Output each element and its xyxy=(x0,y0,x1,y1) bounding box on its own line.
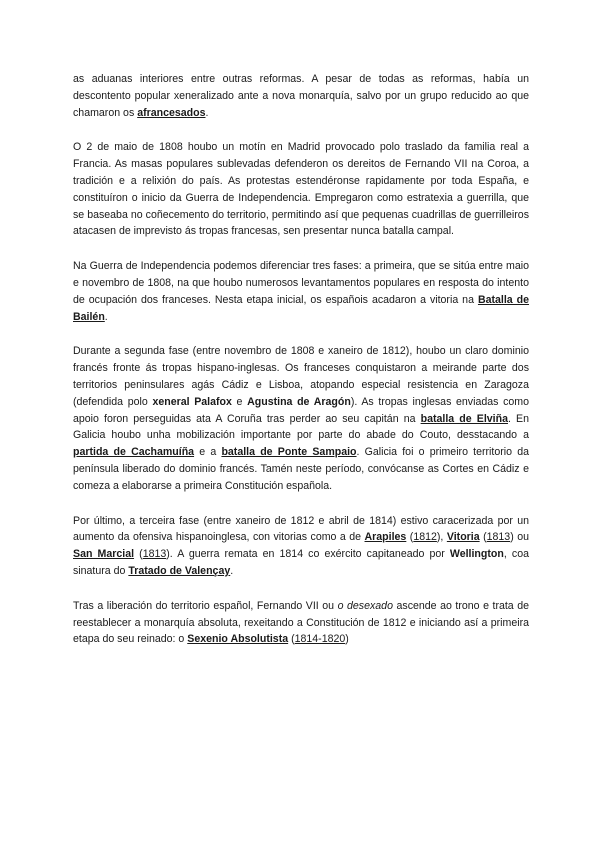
text-run: . En Galicia houbo unha mobilización importante por parte do abade do Couto, desstacando a xyxy=(73,412,529,442)
text-run: . xyxy=(230,564,234,577)
link-term[interactable]: partida de Cachamuíña xyxy=(73,446,195,459)
document-body xyxy=(73,71,529,666)
link-term[interactable]: Tratado de Valençay xyxy=(128,564,231,577)
text-run: Tras a liberación do territorio español, Fernando VII ou xyxy=(73,599,338,612)
text-run: ( xyxy=(134,548,143,561)
text-run: e a xyxy=(194,446,222,459)
paragraph-p3 xyxy=(73,258,529,325)
text-run: ( xyxy=(479,531,487,544)
link-term[interactable]: San Marcial xyxy=(73,548,135,561)
paragraph-p5 xyxy=(73,513,529,580)
text-run: Durante a segunda fase (entre novembro de 1808 e xaneiro de 1812), houbo un claro dominio francés fronte ás tropas hispano-inglesas. Os franceses conquistaron a meirande parte dos territorios peninsulares agás Cádiz e Lisboa, atopando especial resistencia en Zaragoza (defendida polo xyxy=(73,345,529,408)
paragraph-p1 xyxy=(73,71,529,121)
link-term[interactable]: batalla de Ponte Sampaio xyxy=(221,446,357,459)
text-run: ). As tropas inglesas enviadas como apoio foron perseguidas ata A Coruña tras perder ao seu capitán na xyxy=(73,395,530,425)
text-run: ) ou xyxy=(510,531,529,544)
link-term[interactable]: Batalla de Bailén xyxy=(73,293,530,323)
italic-term: o desexado xyxy=(337,599,393,612)
text-run: ) xyxy=(345,633,349,646)
text-run: . xyxy=(205,106,209,119)
text-run: . xyxy=(104,310,108,323)
text-run: as aduanas interiores entre outras reformas. A pesar de todas as reformas, había un descontento popular xeneralizado ante a nova monarquía, salvo por un grupo reducido ao que chamaron os xyxy=(73,73,529,119)
text-run: ), xyxy=(436,531,447,544)
link-term[interactable]: batalla de Elviña xyxy=(420,412,508,425)
text-run: Por último, a terceira fase (entre xaneiro de 1812 e abril de 1814) estivo caracerizada por un aumento da ofensiva hispanoinglesa, con vitorias como a de xyxy=(73,514,529,544)
link-date[interactable]: 1812 xyxy=(413,531,437,544)
text-run: ascende ao trono e trata de reestablecer a monarquía absoluta, rexeitando a Constitución de 1812 e iniciando así a primeira etapa do seu reinado: o xyxy=(73,599,530,646)
link-term[interactable]: Vitoria xyxy=(446,531,480,544)
link-date[interactable]: 1813 xyxy=(486,531,511,544)
text-run: e xyxy=(231,395,248,408)
bold-term: xeneral Palafox xyxy=(152,395,232,408)
text-run: O 2 de maio de 1808 houbo un motín en Madrid provocado polo traslado da familia real a Francia. As masas populares sublevadas defenderon os dereitos de Fernando VII na Coroa, a tradición e a relixión do país. As protestas estendéronse rapidamente por toda España, e constituíron o inicio da Guerra de Independencia. Empregaron como estratexia a guerrilla, que se baseaba no coñecemento do territorio, permitindo así que pequenas cuadrillas de guerrilleiros atacasen de imprevisto ás tropas francesas, sen presentar nunca batalla campal. xyxy=(73,141,529,238)
text-run: Na Guerra de Independencia podemos diferenciar tres fases: a primeira, que se sitúa entre maio e novembro de 1808, na que houbo numerosos levantamentos populares en resposta do intento de ocupación dos franceses. Nesta etapa inicial, os españois acadaron a vitoria na xyxy=(73,260,529,306)
text-run: ( xyxy=(406,531,414,544)
text-run: , coa sinatura do xyxy=(73,548,529,577)
paragraph-p6 xyxy=(73,598,529,648)
link-term[interactable]: afrancesados xyxy=(137,106,206,119)
paragraph-p2 xyxy=(73,139,529,240)
link-date[interactable]: 1814-1820 xyxy=(294,633,346,646)
text-run: . Galicia foi o primeiro territorio da península liberado do dominio francés. Tamén neste período, convócanse as Cortes en Cádiz e comeza a elaborarse a primeira Constitución española. xyxy=(73,446,529,492)
bold-term: Agustina de Aragón xyxy=(247,395,351,408)
link-date[interactable]: 1813 xyxy=(142,548,167,561)
bold-term: Wellington xyxy=(449,548,504,561)
link-term[interactable]: Sexenio Absolutista xyxy=(187,633,289,646)
link-term[interactable]: Arapiles xyxy=(364,531,407,544)
paragraph-p4 xyxy=(73,343,529,494)
text-run: ( xyxy=(288,633,295,646)
text-run: ). A guerra remata en 1814 co exército capitaneado por xyxy=(166,548,450,561)
